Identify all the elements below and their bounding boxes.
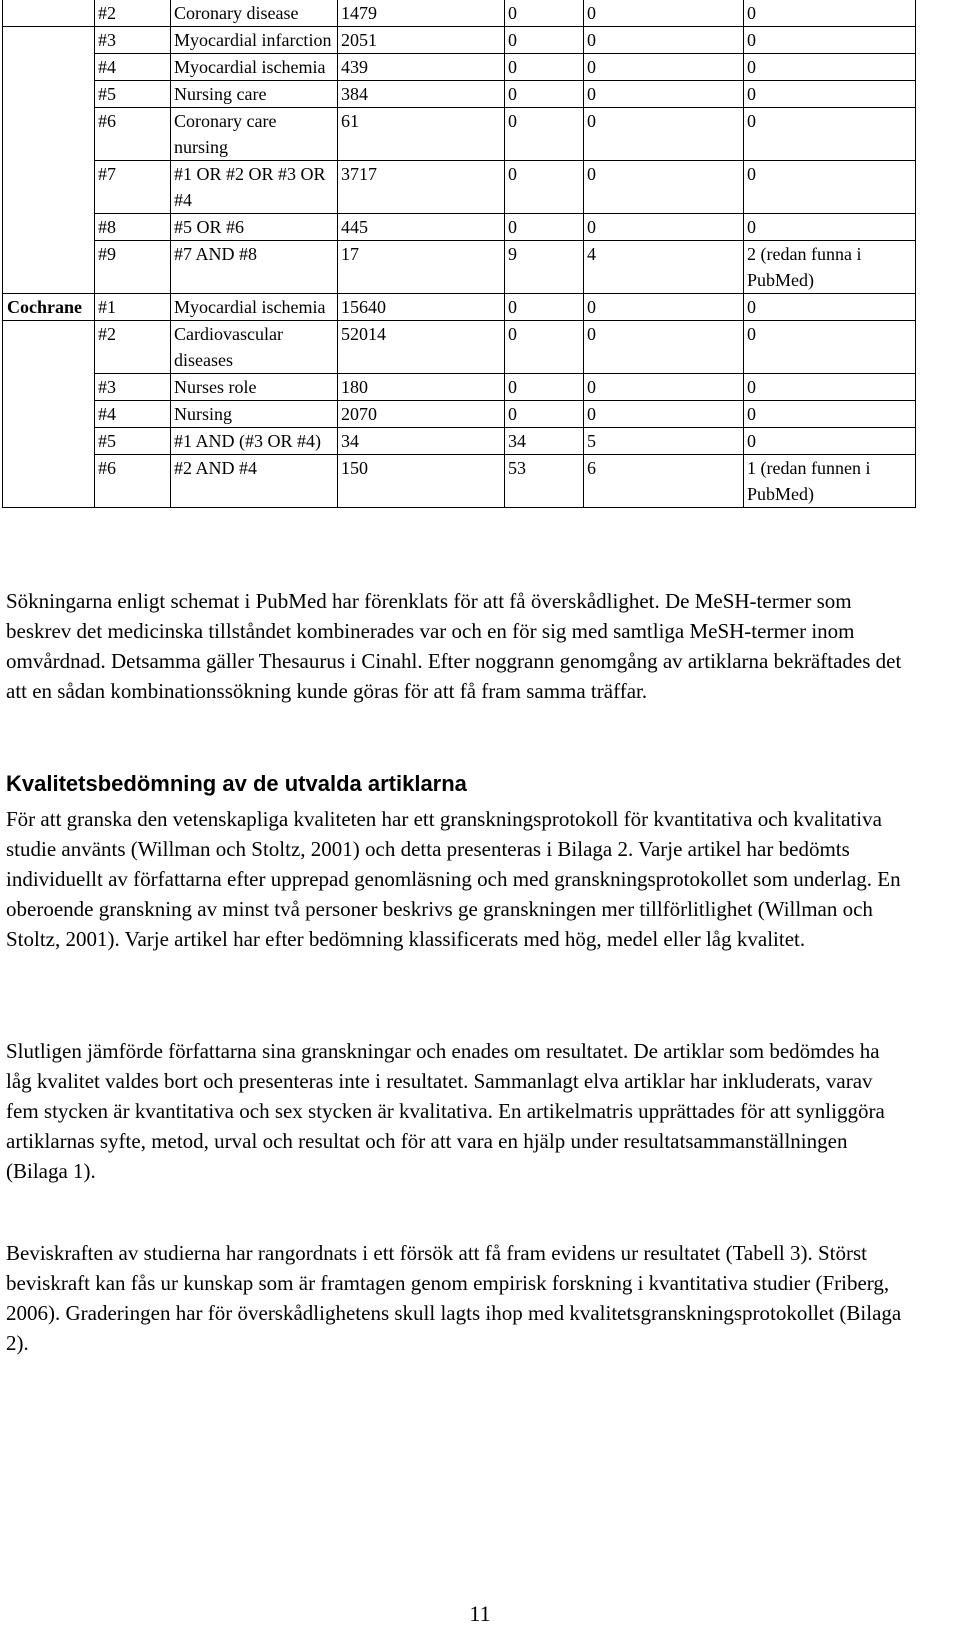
section-heading-block: [6, 770, 906, 798]
table-cell-term: Nurses role: [171, 374, 338, 401]
table-cell-db: [3, 108, 95, 161]
table-cell-db: [3, 241, 95, 294]
section-heading: Kvalitetsbedömning av de utvalda artiklarna: [6, 771, 467, 796]
table-cell-read-titles: 0: [505, 374, 584, 401]
table-cell-db: [3, 54, 95, 81]
table-cell-read-abstracts: 0: [584, 374, 744, 401]
table-row: [3, 161, 916, 214]
body-paragraph: För att granska den vetenskapliga kvaliteten har ett granskningsprotokoll för kvantitativa och kvalitativa studie använts (Willman och Stoltz, 2001) och detta presenteras i Bilaga 2. Varje artikel har bedömts individuellt av författarna efter upprepad genomläsning och med granskningsprotokollet som underlag. En oberoende granskning av minst två personer beskrivs ge granskningen mer tillförlitlighet (Willman och Stoltz, 2001). Varje artikel har efter bedömning klassificerats med hög, medel eller låg kvalitet.: [6, 807, 901, 951]
table-cell-step: #2: [95, 321, 171, 374]
table-cell-read-titles: 9: [505, 241, 584, 294]
table-cell-hits: 34: [338, 428, 505, 455]
table-cell-step: #2: [95, 0, 171, 27]
table-row: [3, 294, 916, 321]
table-cell-read-abstracts: 0: [584, 294, 744, 321]
table-cell-selected: 0: [744, 294, 916, 321]
paragraph-simplification: [6, 586, 906, 706]
table-cell-term: #1 AND (#3 OR #4): [171, 428, 338, 455]
table-cell-db: [3, 321, 95, 374]
table-cell-read-titles: 53: [505, 455, 584, 508]
paragraph-quality-review: [6, 804, 906, 954]
table-cell-selected: 0: [744, 108, 916, 161]
table-row: [3, 374, 916, 401]
body-paragraph: Slutligen jämförde författarna sina granskningar och enades om resultatet. De artiklar som bedömdes ha låg kvalitet valdes bort och presenteras inte i resultatet. Sammanlagt elva artiklar har inkluderats, varav fem stycken är kvantitativa och sex stycken är kvalitativa. En artikelmatris upprättades för att synliggöra artiklarnas syfte, metod, urval och resultat och för att vara en hjälp under resultatsammanställningen (Bilaga 1).: [6, 1039, 885, 1183]
search-results-table: [2, 0, 916, 508]
page-number: 11: [469, 1601, 491, 1626]
table-row: [3, 241, 916, 294]
table-cell-step: #1: [95, 294, 171, 321]
table-row: [3, 401, 916, 428]
table-cell-read-titles: 0: [505, 214, 584, 241]
table-row: [3, 0, 916, 27]
table-cell-read-abstracts: 5: [584, 428, 744, 455]
table-row: [3, 455, 916, 508]
table-cell-hits: 445: [338, 214, 505, 241]
table-cell-selected: 1 (redan funnen i PubMed): [744, 455, 916, 508]
table-cell-read-titles: 0: [505, 161, 584, 214]
body-paragraph: Sökningarna enligt schemat i PubMed har förenklats för att få överskådlighet. De MeSH-termer som beskrev det medicinska tillståndet kombinerades var och en för sig med samtliga MeSH-termer inom omvårdnad. Detsamma gäller Thesaurus i Cinahl. Efter noggrann genomgång av artiklarna bekräftades det att en sådan kombinationssökning kunde göras för att få fram samma träffar.: [6, 589, 902, 703]
table-cell-step: #3: [95, 374, 171, 401]
table-cell-term: Myocardial ischemia: [171, 54, 338, 81]
table-cell-read-abstracts: 4: [584, 241, 744, 294]
table-cell-read-abstracts: 0: [584, 108, 744, 161]
table-cell-db: [3, 81, 95, 108]
table-cell-selected: 2 (redan funna i PubMed): [744, 241, 916, 294]
table-cell-term: Coronary disease: [171, 0, 338, 27]
table-cell-hits: 15640: [338, 294, 505, 321]
table-row: [3, 27, 916, 54]
table-cell-read-titles: 0: [505, 81, 584, 108]
table-cell-selected: 0: [744, 161, 916, 214]
table-cell-step: #9: [95, 241, 171, 294]
table-cell-hits: 180: [338, 374, 505, 401]
table-row: [3, 54, 916, 81]
table-cell-selected: 0: [744, 321, 916, 374]
table-cell-hits: 150: [338, 455, 505, 508]
table-cell-read-abstracts: 0: [584, 0, 744, 27]
table-cell-step: #4: [95, 54, 171, 81]
table-cell-term: #2 AND #4: [171, 455, 338, 508]
table-row: [3, 428, 916, 455]
table-cell-term: Myocardial infarction: [171, 27, 338, 54]
table-cell-selected: 0: [744, 54, 916, 81]
table-cell-read-titles: 0: [505, 0, 584, 27]
table-cell-hits: 17: [338, 241, 505, 294]
table-cell-term: #1 OR #2 OR #3 OR #4: [171, 161, 338, 214]
table-cell-db: [3, 401, 95, 428]
table-cell-selected: 0: [744, 374, 916, 401]
table-cell-read-titles: 0: [505, 27, 584, 54]
table-cell-term: Coronary care nursing: [171, 108, 338, 161]
table-cell-step: #4: [95, 401, 171, 428]
table-cell-read-titles: 0: [505, 54, 584, 81]
table-cell-hits: 384: [338, 81, 505, 108]
table-cell-step: #8: [95, 214, 171, 241]
table-row: [3, 108, 916, 161]
table-cell-read-abstracts: 0: [584, 54, 744, 81]
table-cell-db: [3, 428, 95, 455]
table-cell-term: Cardiovascular diseases: [171, 321, 338, 374]
table-cell-selected: 0: [744, 0, 916, 27]
table-cell-db: [3, 455, 95, 508]
table-cell-db: [3, 161, 95, 214]
table-cell-selected: 0: [744, 27, 916, 54]
table-cell-hits: 2070: [338, 401, 505, 428]
table-cell-term: #5 OR #6: [171, 214, 338, 241]
table-cell-read-abstracts: 0: [584, 161, 744, 214]
table-cell-read-abstracts: 0: [584, 214, 744, 241]
paragraph-comparison: [6, 1036, 906, 1186]
table-cell-step: #5: [95, 81, 171, 108]
table-cell-selected: 0: [744, 401, 916, 428]
table-cell-read-abstracts: 0: [584, 27, 744, 54]
table-cell-step: #6: [95, 108, 171, 161]
table-row: [3, 321, 916, 374]
table-cell-hits: 1479: [338, 0, 505, 27]
table-cell-read-abstracts: 0: [584, 81, 744, 108]
table-body: [3, 0, 916, 508]
table-cell-hits: 439: [338, 54, 505, 81]
table-cell-term: Myocardial ischemia: [171, 294, 338, 321]
table-cell-term: Nursing care: [171, 81, 338, 108]
table-cell-selected: 0: [744, 214, 916, 241]
table-cell-read-abstracts: 6: [584, 455, 744, 508]
table-cell-db: Cochrane: [3, 294, 95, 321]
table-cell-hits: 3717: [338, 161, 505, 214]
table-cell-read-titles: 34: [505, 428, 584, 455]
table-cell-selected: 0: [744, 81, 916, 108]
table-cell-selected: 0: [744, 428, 916, 455]
table-row: [3, 81, 916, 108]
table-cell-read-abstracts: 0: [584, 401, 744, 428]
table-cell-db: [3, 27, 95, 54]
table-cell-hits: 61: [338, 108, 505, 161]
table-cell-read-titles: 0: [505, 294, 584, 321]
paragraph-evidence: [6, 1238, 906, 1358]
table-cell-db: [3, 0, 95, 27]
table-cell-read-titles: 0: [505, 321, 584, 374]
table-cell-hits: 52014: [338, 321, 505, 374]
table-cell-step: #6: [95, 455, 171, 508]
table-cell-hits: 2051: [338, 27, 505, 54]
table-cell-read-titles: 0: [505, 401, 584, 428]
table-cell-step: #5: [95, 428, 171, 455]
table-cell-read-titles: 0: [505, 108, 584, 161]
table-cell-step: #3: [95, 27, 171, 54]
table-cell-read-abstracts: 0: [584, 321, 744, 374]
table-cell-term: #7 AND #8: [171, 241, 338, 294]
table-row: [3, 214, 916, 241]
table-cell-step: #7: [95, 161, 171, 214]
body-paragraph: Beviskraften av studierna har rangordnats i ett försök att få fram evidens ur resultatet (Tabell 3). Störst beviskraft kan fås ur kunskap som är framtagen genom empirisk forskning i kvantitativa studier (Friberg, 2006). Graderingen har för överskådlighetens skull lagts ihop med kvalitetsgranskningsprotokollet (Bilaga 2).: [6, 1241, 902, 1355]
table-cell-db: [3, 374, 95, 401]
table-cell-term: Nursing: [171, 401, 338, 428]
table-cell-db: [3, 214, 95, 241]
